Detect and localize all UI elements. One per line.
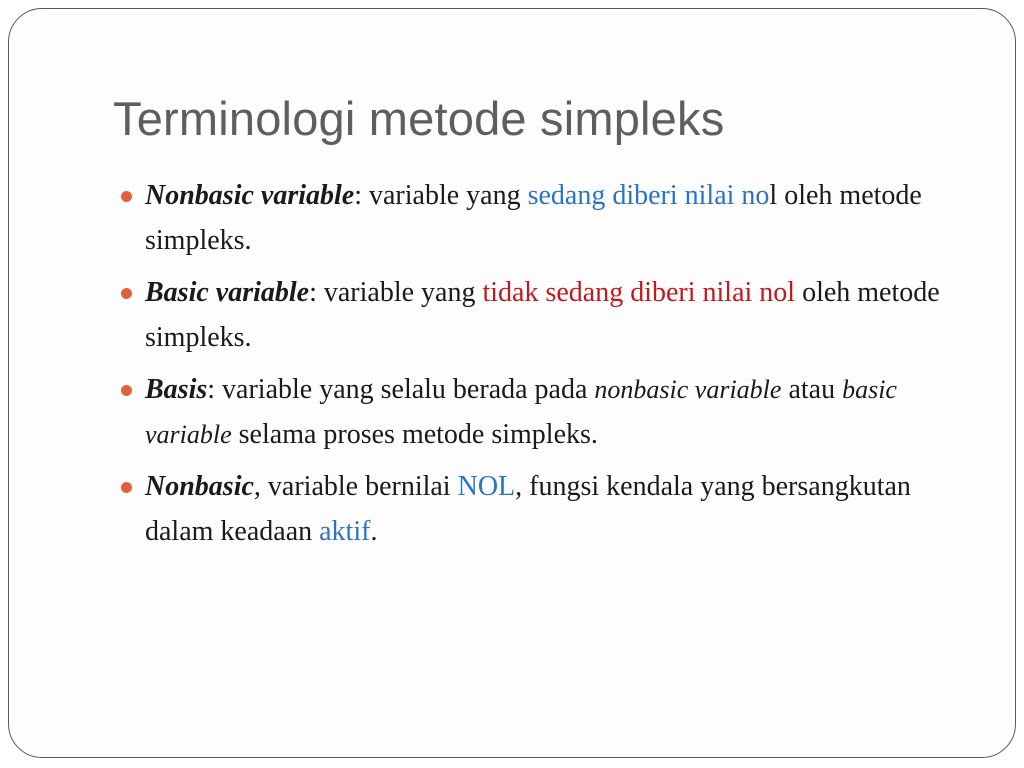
body-text: variable yang <box>362 180 528 211</box>
body-text: oleh metode simpleks. <box>145 277 940 353</box>
highlight-text: sedang diberi nilai no <box>527 180 770 211</box>
term-label: Nonbasic <box>145 471 254 502</box>
italic-text: nonbasic variable <box>594 375 782 404</box>
term-label: Basis <box>145 374 208 405</box>
body-text: variable yang <box>316 277 483 308</box>
bullet-item-nonbasic-variable <box>121 173 981 263</box>
bullet-item-basic-variable <box>121 270 981 360</box>
term-label: Basic variable <box>145 277 310 308</box>
bullet-dot-icon <box>121 288 132 299</box>
body-text: selama proses metode simpleks. <box>231 419 598 450</box>
highlight-text: aktif <box>319 516 371 547</box>
bullet-list <box>121 173 981 561</box>
separator: : <box>207 374 216 405</box>
body-text: variable yang selalu berada pada <box>215 374 595 405</box>
body-text: , fungsi kendala yang bersangkutan dalam keadaan <box>145 471 911 547</box>
body-text: atau <box>781 374 843 405</box>
separator: : <box>309 277 317 308</box>
highlight-text: NOL <box>457 471 516 502</box>
bullet-dot-icon <box>121 191 132 202</box>
slide-frame <box>8 8 1016 758</box>
body-text: l oleh metode simpleks. <box>145 180 922 256</box>
bullet-dot-icon <box>121 385 132 396</box>
bullet-item-basis <box>121 367 981 457</box>
italic-text: basic variable <box>145 375 897 449</box>
bullet-item-nonbasic <box>121 464 981 554</box>
separator: : <box>354 180 362 211</box>
body-text: variable bernilai <box>260 471 458 502</box>
bullet-dot-icon <box>121 482 132 493</box>
highlight-text: tidak sedang diberi nilai nol <box>482 277 796 308</box>
term-label: Nonbasic variable <box>145 180 355 211</box>
separator: , <box>253 471 261 502</box>
slide-title: Terminologi metode simpleks <box>113 92 725 145</box>
body-text: . <box>370 516 378 547</box>
